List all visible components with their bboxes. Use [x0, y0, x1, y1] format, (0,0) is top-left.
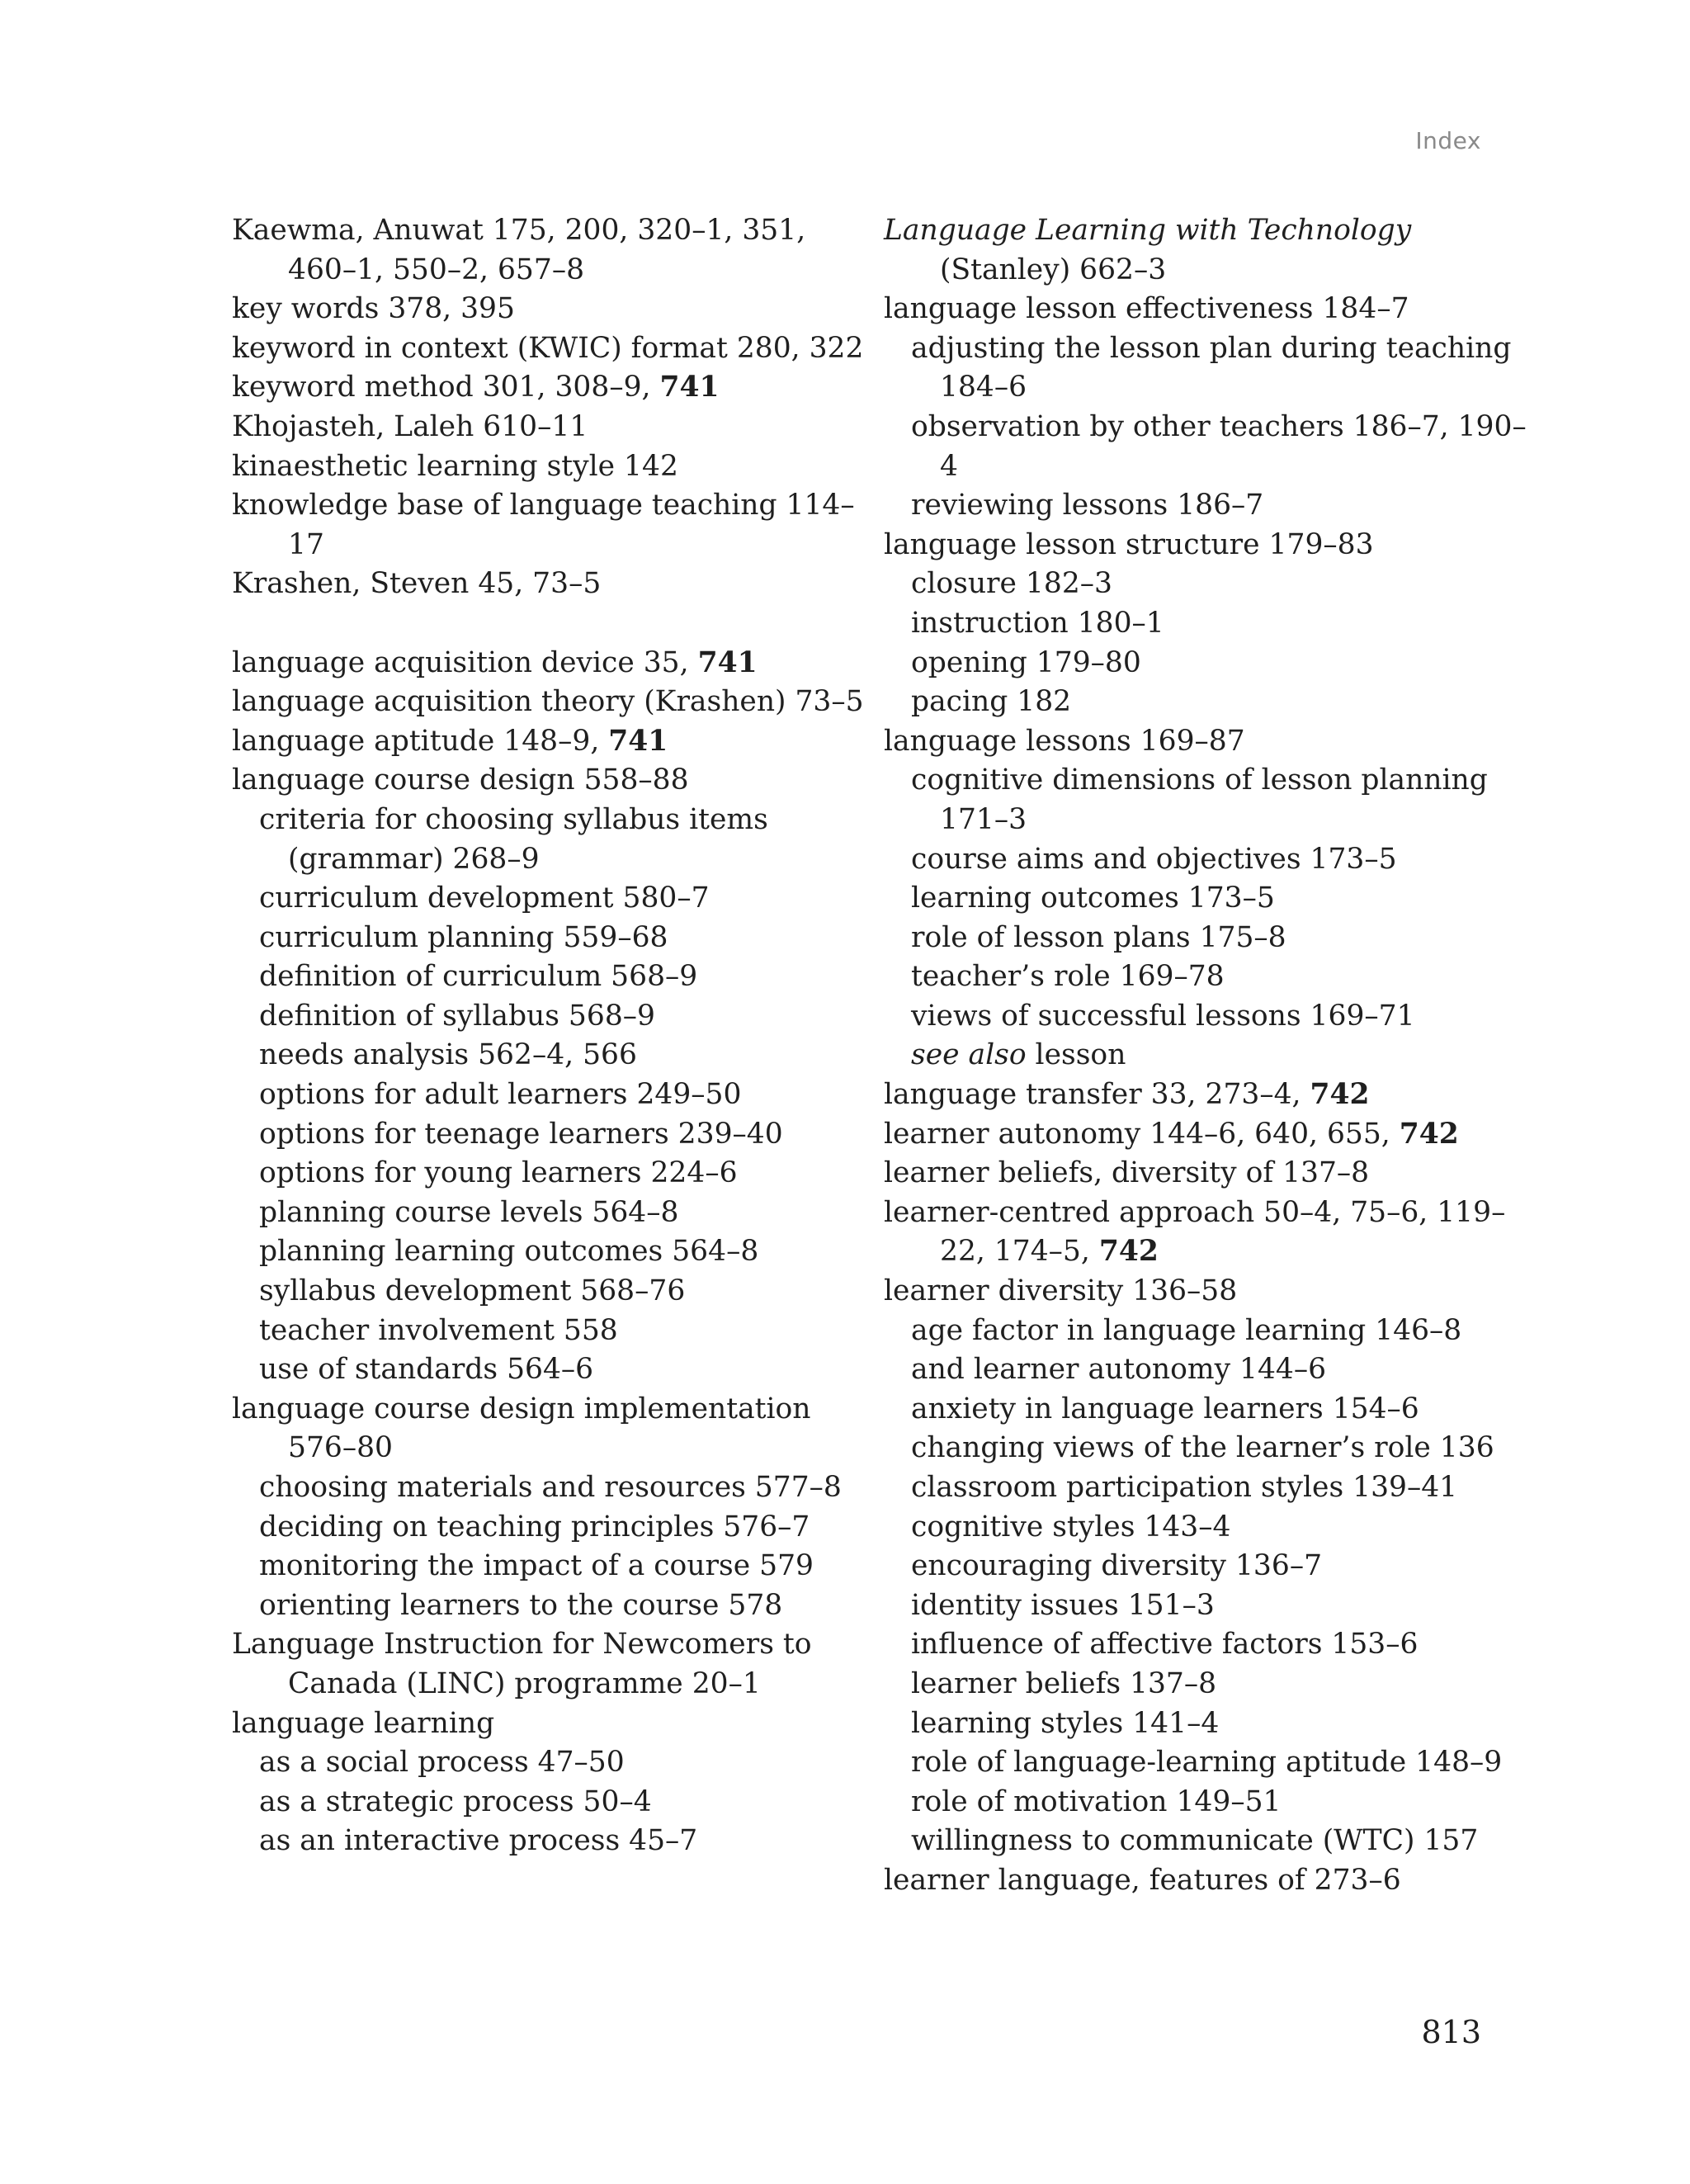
entry-text: role of language-learning aptitude 148–9 [911, 1746, 1503, 1780]
index-subentry [884, 761, 1527, 839]
index-subentry [884, 957, 1527, 997]
index-subentry [884, 1743, 1527, 1783]
entry-text: opening 179–80 [911, 645, 1141, 679]
index-entry [884, 1075, 1527, 1115]
index-subentry [884, 1665, 1527, 1704]
entry-text: language aptitude 148–9, [232, 724, 609, 758]
index-entry [232, 1704, 876, 1744]
entry-text: choosing materials and resources 577–8 [259, 1471, 842, 1504]
index-subentry [232, 1272, 876, 1312]
entry-text: needs analysis 562–4, 566 [259, 1038, 637, 1072]
entry-text: knowledge base of language teaching 114–17 [232, 489, 855, 561]
entry-text: learner diversity 136–58 [884, 1274, 1238, 1308]
index-entry [232, 290, 876, 329]
index-subentry [884, 1312, 1527, 1351]
index-subentry [884, 408, 1527, 486]
index-entry [884, 290, 1527, 329]
index-subentry [232, 1508, 876, 1548]
index-entry [232, 565, 876, 604]
entry-text: pacing 182 [911, 685, 1072, 719]
index-entry [232, 1390, 876, 1468]
entry-text: (Stanley) 662–3 [940, 253, 1167, 286]
entry-text: learner beliefs, diversity of 137–8 [884, 1156, 1370, 1190]
entry-text: teacher’s role 169–78 [911, 960, 1225, 994]
running-head: Index [1415, 127, 1481, 154]
entry-text: definition of curriculum 568–9 [259, 960, 698, 994]
entry-text: influence of affective factors 153–6 [911, 1628, 1419, 1662]
entry-text: views of successful lessons 169–71 [911, 999, 1415, 1033]
entry-text: key words 378, 395 [232, 292, 515, 326]
index-subentry [232, 1232, 876, 1272]
index-subentry [232, 919, 876, 958]
entry-text: Language Instruction for Newcomers to Canada (LINC) programme 20–1 [232, 1628, 812, 1700]
index-subentry [884, 486, 1527, 526]
index-subentry [884, 1822, 1527, 1861]
index-entry [232, 408, 876, 447]
entry-text: language learning [232, 1706, 495, 1740]
glossary-page-ref: 741 [608, 724, 668, 758]
entry-text: language lesson structure 179–83 [884, 527, 1374, 561]
index-subentry [232, 1783, 876, 1822]
entry-text: learner language, features of 273–6 [884, 1863, 1401, 1897]
entry-text: keyword method 301, 308–9, [232, 371, 660, 404]
glossary-page-ref: 742 [1310, 1078, 1370, 1112]
entry-text: language course design 558–88 [232, 763, 689, 797]
index-subentry [884, 644, 1527, 683]
index-entry [884, 1194, 1527, 1272]
entry-text: deciding on teaching principles 576–7 [259, 1510, 810, 1543]
index-subentry [884, 1783, 1527, 1822]
index-subentry [884, 565, 1527, 604]
entry-text: language transfer 33, 273–4, [884, 1078, 1310, 1112]
entry-text: encouraging diversity 136–7 [911, 1549, 1323, 1583]
index-entry [232, 1625, 876, 1704]
entry-text: teacher involvement 558 [259, 1313, 618, 1347]
entry-text: as a social process 47–50 [259, 1746, 625, 1780]
entry-text: language acquisition device 35, [232, 645, 698, 679]
italic-text: see also [911, 1038, 1027, 1072]
index-entry [232, 722, 876, 762]
entry-text: course aims and objectives 173–5 [911, 842, 1397, 876]
glossary-page-ref: 742 [1098, 1235, 1159, 1269]
entry-text: keyword in context (KWIC) format 280, 322 [232, 331, 864, 365]
index-subentry [232, 1350, 876, 1390]
entry-text: options for young learners 224–6 [259, 1156, 738, 1190]
entry-text: curriculum planning 559–68 [259, 920, 668, 954]
entry-text: Krashen, Steven 45, 73–5 [232, 567, 602, 601]
entry-text: criteria for choosing syllabus items (grammar) 268–9 [259, 802, 768, 876]
entry-text: changing views of the learner’s role 136 [911, 1431, 1494, 1465]
entry-text: orienting learners to the course 578 [259, 1588, 783, 1622]
entry-text: role of motivation 149–51 [911, 1785, 1282, 1818]
index-subentry [884, 997, 1527, 1037]
index-entry [884, 1861, 1527, 1901]
entry-text: role of lesson plans 175–8 [911, 920, 1286, 954]
index-subentry [232, 1468, 876, 1508]
index-subentry [232, 1312, 876, 1351]
entry-text: willingness to communicate (WTC) 157 [911, 1824, 1479, 1858]
glossary-page-ref: 741 [659, 371, 720, 404]
entry-text: options for teenage learners 239–40 [259, 1117, 783, 1151]
entry-text: learning outcomes 173–5 [911, 882, 1275, 915]
index-subentry [884, 1390, 1527, 1430]
index-subentry [232, 1743, 876, 1783]
index-subentry [884, 1704, 1527, 1744]
index-subentry [232, 997, 876, 1037]
index-subentry [232, 1194, 876, 1233]
index-subentry [884, 1508, 1527, 1548]
index-subentry [232, 957, 876, 997]
entry-text: syllabus development 568–76 [259, 1274, 686, 1308]
entry-text: cognitive styles 143–4 [911, 1510, 1231, 1543]
entry-text: language lesson effectiveness 184–7 [884, 292, 1409, 326]
entry-text: and learner autonomy 144–6 [911, 1353, 1327, 1387]
index-entry [232, 211, 876, 290]
entry-text: adjusting the lesson plan during teaching 184–6 [911, 331, 1512, 404]
entry-text: language acquisition theory (Krashen) 73–5 [232, 685, 864, 719]
entry-text: language lessons 169–87 [884, 724, 1245, 758]
entry-text: age factor in language learning 146–8 [911, 1313, 1462, 1347]
entry-text: observation by other teachers 186–7, 190–4 [911, 409, 1527, 483]
index-subentry [884, 1429, 1527, 1468]
index-column-left [232, 211, 876, 1861]
index-subentry [232, 1115, 876, 1155]
entry-text: lesson [1026, 1038, 1126, 1072]
index-entry [232, 644, 876, 683]
entry-text: as an interactive process 45–7 [259, 1824, 698, 1858]
index-subentry [884, 1547, 1527, 1586]
entry-text: closure 182–3 [911, 567, 1112, 601]
entry-text: identity issues 151–3 [911, 1588, 1215, 1622]
index-subentry [232, 801, 876, 879]
index-subentry [232, 1075, 876, 1115]
entry-text: definition of syllabus 568–9 [259, 999, 655, 1033]
index-entry [232, 486, 876, 565]
index-subentry [232, 1036, 876, 1075]
entry-text: learner-centred approach 50–4, 75–6, 119–22, 174–5, [884, 1195, 1506, 1269]
entry-text: planning course levels 564–8 [259, 1195, 679, 1229]
glossary-page-ref: 741 [697, 645, 758, 679]
italic-text: Language Learning with Technology [884, 214, 1412, 247]
entry-text: Kaewma, Anuwat 175, 200, 320–1, 351, 460–1, 550–2, 657–8 [232, 214, 806, 286]
entry-text: learner beliefs 137–8 [911, 1666, 1217, 1700]
entry-text: anxiety in language learners 154–6 [911, 1392, 1419, 1425]
index-subentry [232, 1822, 876, 1861]
entry-text: curriculum development 580–7 [259, 882, 710, 915]
index-entry [232, 447, 876, 487]
entry-text: planning learning outcomes 564–8 [259, 1235, 759, 1269]
page-number: 813 [1421, 2014, 1481, 2050]
index-entry [884, 1154, 1527, 1194]
index-subentry [884, 683, 1527, 722]
index-column-right [884, 211, 1527, 1901]
entry-text: cognitive dimensions of lesson planning 171–3 [911, 763, 1488, 836]
index-subentry [884, 879, 1527, 919]
index-subentry [884, 1468, 1527, 1508]
entry-text: language course design implementation 576–80 [232, 1392, 811, 1465]
index-entry [884, 211, 1527, 290]
index-subentry [232, 879, 876, 919]
entry-text: as a strategic process 50–4 [259, 1785, 652, 1818]
entry-text: reviewing lessons 186–7 [911, 489, 1264, 522]
index-subentry [232, 1586, 876, 1626]
entry-text: learning styles 141–4 [911, 1706, 1220, 1740]
index-entry [884, 722, 1527, 762]
entry-text: options for adult learners 249–50 [259, 1078, 742, 1112]
entry-text: learner autonomy 144–6, 640, 655, [884, 1117, 1400, 1151]
entry-text: kinaesthetic learning style 142 [232, 449, 678, 483]
entry-text: classroom participation styles 139–41 [911, 1471, 1458, 1504]
index-subentry [884, 1036, 1527, 1075]
index-subentry [884, 329, 1527, 408]
entry-text: instruction 180–1 [911, 606, 1164, 640]
index-entry [232, 683, 876, 722]
index-subentry [884, 1586, 1527, 1626]
index-entry [884, 1115, 1527, 1155]
glossary-page-ref: 742 [1399, 1117, 1459, 1151]
index-subentry [232, 1154, 876, 1194]
index-entry [232, 329, 876, 369]
index-entry [884, 1272, 1527, 1312]
index-subentry [884, 919, 1527, 958]
entry-text: use of standards 564–6 [259, 1353, 594, 1387]
index-entry [232, 368, 876, 408]
entry-text: monitoring the impact of a course 579 [259, 1549, 814, 1583]
index-subentry [232, 1547, 876, 1586]
index-entry [232, 761, 876, 801]
index-entry [884, 526, 1527, 565]
index-subentry [884, 840, 1527, 880]
index-subentry [884, 1350, 1527, 1390]
index-subentry [884, 604, 1527, 644]
entry-text: Khojasteh, Laleh 610–11 [232, 409, 588, 443]
index-subentry [884, 1625, 1527, 1665]
